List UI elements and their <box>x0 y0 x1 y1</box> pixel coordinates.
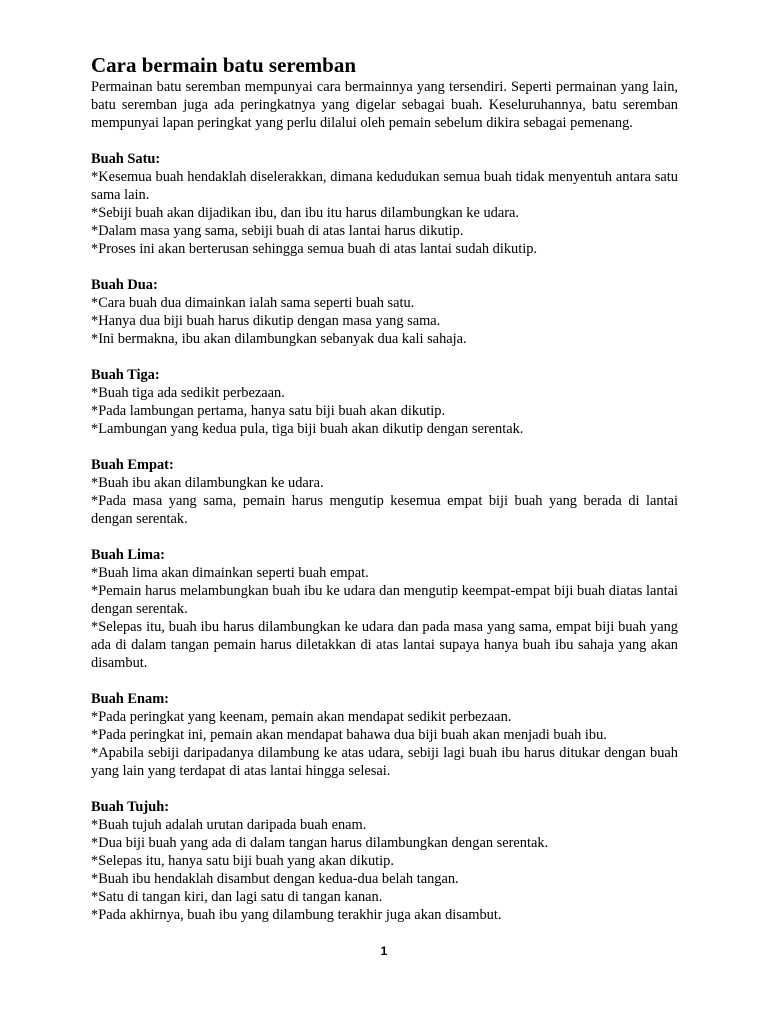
section-heading: Buah Tiga: <box>91 367 160 383</box>
list-item: *Buah tujuh adalah urutan daripada buah enam. <box>91 817 367 833</box>
list-item: *Buah ibu akan dilambungkan ke udara. <box>91 475 324 491</box>
section-heading: Buah Dua: <box>91 277 158 293</box>
section-heading: Buah Lima: <box>91 547 165 563</box>
section-buah-empat <box>91 456 678 528</box>
intro-paragraph: Permainan batu seremban mempunyai cara bermainnya yang tersendiri. Seperti permainan yang lain, batu seremban juga ada peringkatnya yang digelar sebagai buah. Keseluruhannya, batu seremban mempunyai lapan peringkat yang perlu dilalui oleh pemain sebelum dikira sebagai pemenang. <box>91 79 678 131</box>
list-item: *Dua biji buah yang ada di dalam tangan harus dilambungkan dengan serentak. <box>91 835 549 851</box>
list-item: *Sebiji buah akan dijadikan ibu, dan ibu itu harus dilambungkan ke udara. <box>91 205 520 221</box>
list-item: *Proses ini akan berterusan sehingga semua buah di atas lantai sudah dikutip. <box>91 241 538 257</box>
page-number: 1 <box>380 944 388 958</box>
document-title: Cara bermain batu seremban <box>91 53 357 77</box>
list-item: *Cara buah dua dimainkan ialah sama seperti buah satu. <box>91 295 415 311</box>
list-item: *Buah ibu hendaklah disambut dengan kedua-dua belah tangan. <box>91 871 459 887</box>
list-item: *Pada masa yang sama, pemain harus mengutip kesemua empat biji buah yang berada di lantai dengan serentak. <box>91 493 678 527</box>
list-item: *Lambungan yang kedua pula, tiga biji buah akan dikutip dengan serentak. <box>91 421 524 437</box>
section-heading: Buah Empat: <box>91 457 174 473</box>
section-buah-dua <box>91 276 678 348</box>
list-item: *Pemain harus melambungkan buah ibu ke udara dan mengutip keempat-empat biji buah diatas lantai dengan serentak. <box>91 583 678 617</box>
section-buah-tiga <box>91 366 678 438</box>
list-item: *Kesemua buah hendaklah diselerakkan, dimana kedudukan semua buah tidak menyentuh antara satu sama lain. <box>91 169 678 203</box>
section-buah-lima <box>91 546 678 672</box>
list-item: *Satu di tangan kiri, dan lagi satu di tangan kanan. <box>91 889 383 905</box>
section-heading: Buah Satu: <box>91 151 161 167</box>
list-item: *Pada lambungan pertama, hanya satu biji buah akan dikutip. <box>91 403 446 419</box>
section-buah-tujuh <box>91 798 678 924</box>
section-buah-enam <box>91 690 678 780</box>
list-item: *Pada peringkat yang keenam, pemain akan mendapat sedikit perbezaan. <box>91 709 512 725</box>
list-item: *Pada akhirnya, buah ibu yang dilambung terakhir juga akan disambut. <box>91 907 502 923</box>
list-item: *Buah lima akan dimainkan seperti buah empat. <box>91 565 369 581</box>
list-item: *Apabila sebiji daripadanya dilambung ke atas udara, sebiji lagi buah ibu harus ditukar dengan buah yang lain yang terdapat di atas lantai hingga selesai. <box>91 745 678 779</box>
list-item: *Ini bermakna, ibu akan dilambungkan sebanyak dua kali sahaja. <box>91 331 467 347</box>
section-heading: Buah Enam: <box>91 691 169 707</box>
list-item: *Pada peringkat ini, pemain akan mendapat bahawa dua biji buah akan menjadi buah ibu. <box>91 727 607 743</box>
section-heading: Buah Tujuh: <box>91 799 170 815</box>
document-page <box>91 52 678 924</box>
list-item: *Hanya dua biji buah harus dikutip dengan masa yang sama. <box>91 313 441 329</box>
list-item: *Selepas itu, hanya satu biji buah yang akan dikutip. <box>91 853 394 869</box>
section-buah-satu <box>91 150 678 258</box>
list-item: *Buah tiga ada sedikit perbezaan. <box>91 385 285 401</box>
list-item: *Dalam masa yang sama, sebiji buah di atas lantai harus dikutip. <box>91 223 464 239</box>
list-item: *Selepas itu, buah ibu harus dilambungkan ke udara dan pada masa yang sama, empat biji buah yang ada di dalam tangan pemain harus diletakkan di atas lantai supaya hanya buah ibu sahaja yang akan disambut. <box>91 619 678 671</box>
